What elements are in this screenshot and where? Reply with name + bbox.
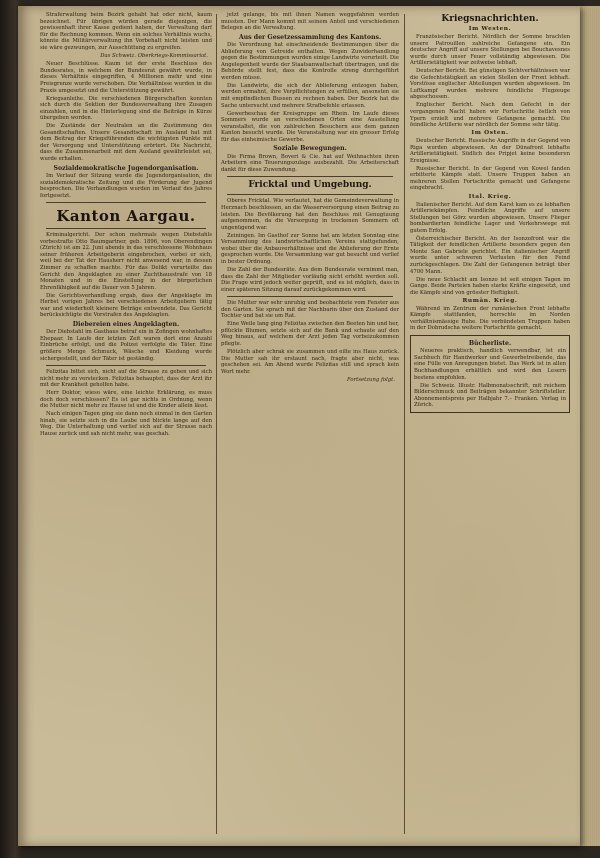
article-paragraph: Die Zahl der Bundesräte. Aus dem Bundesrate vernimmt man, dass die Zahl der Mitglieder vorläufig nicht erhöht werden soll. Die Frage wird jedoch weiter geprüft, und es ist möglich, dass in einer späteren Sitzung darauf zurückgekommen wird.	[221, 266, 399, 293]
article-paragraph: Felizitas bittet sich, nicht auf die Strasse zu geben und sich nicht mehr zu verstecken. Felizitas behauptet, dass der Arzt ihr mit der Krankheit geholfen habe.	[40, 369, 212, 389]
article-paragraph: Die neue Schlacht am Isonzo ist seit einigen Tagen im Gange. Beide Parteien haben starke Kräfte eingesetzt, und die Kämpfe sind von grösster Heftigkeit.	[410, 276, 570, 296]
subsection-heading: Im Westen.	[468, 26, 512, 32]
article-paragraph: Deutscher Bericht. Bei günstigen Sichtverhältnissen war die Gefechtstätigkeit an vielen Stellen der Front lebhaft. Vorstösse englischer Abteilungen wurden abgewiesen. Im Luftkampf wurden mehrere feindliche Flugzeuge abgeschossen.	[410, 68, 570, 101]
article-paragraph: Plötzlich aber schrak sie zusammen und eilte ins Haus zurück. Die Mutter sah ihr erstaunt nach, fragte aber nicht, was geschehen sei. Am Abend wurde Felizitas still und sprach kein Wort mehr.	[221, 348, 399, 375]
subsection-heading: Im Osten.	[471, 130, 509, 137]
divider	[46, 202, 206, 203]
column-rule	[216, 14, 217, 834]
article-paragraph: Straferwaltung beim Bezirk gehabt hat oder nicht, kaum bezeichnet. Für übrigen würden gerade diejenigen, die gewissenhaft ihrer Kasse gedient haben, der Verwaltung darf für die Rechnung kommen. Wenn ein solches Verhältnis wuchs, könnte die Militärverwaltung ihn Vorbehalt nicht leisten und sie wäre gezwungen, zur Ausschüttung zu ergreifen.	[40, 12, 212, 51]
divider	[227, 194, 393, 195]
article-paragraph: Die Zustände der Neutralen an die Zustimmung des Gesandtschaften. Unsere Gesandtschaft im Ausland hat mit dem Beitrag der Kriegsführenden die wichtigsten Punkte mit der Versorgung und Unterstützung erörtert. Die Nachricht, dass die Zusammenarbeit mit dem Ausland gewährleistet sei, wurde erhalten.	[40, 123, 212, 162]
section-heading: Sozialdemokratische Jugendorganisation.	[53, 164, 199, 172]
box-heading: Bücherliste.	[468, 339, 512, 347]
subsection-heading: Rumän. Krieg.	[462, 297, 518, 304]
divider	[227, 296, 393, 297]
column-middle	[221, 12, 399, 838]
article-paragraph: Die Firma Brown, Boveri & Cie. hat auf Weihnachten ihren Arbeitern eine Teuerungszulage ausbezahlt. Die Arbeiterschaft dankt für diese Zuwendung.	[221, 153, 399, 173]
newspaper-page	[18, 6, 580, 846]
article-paragraph: Englischer Bericht. Nach dem Gefecht in der vergangenen Nacht haben wir Fortschritte östlich von Ypern erzielt und mehrere Gefangene gemacht. Die feindliche Artillerie war nördlich der Somme sehr tätig.	[410, 102, 570, 129]
article-paragraph: Im Verlauf der Sitzung wurde die Jugendorganisation, die sozialdemokratische Zeitung und die Förderung der Jugend besprochen. Die Verhandlungen wurden im Verlauf des Jahres fortgesetzt.	[40, 173, 212, 199]
section-heading: Aus der Gesetzessammlung des Kantons.	[238, 33, 382, 41]
book-list-box	[410, 335, 570, 413]
article-paragraph: Die Landwirte, die sich der Ablieferung entzogen haben, werden ermahnt, ihre Verpflichtungen zu erfüllen, ansonsten sie mit empfindlichen Bussen zu rechnen haben. Der Bezirk hat die Sache untersucht und mehrere Strafbefehle erlassen.	[221, 82, 399, 109]
article-paragraph: Eine Weile lang ging Felizitas zwischen den Beeten hin und her, pflückte Blumen, setzte sich auf die Bank und schaute auf den Weg hinaus, auf welchem der Arzt jeden Tag vorbeizukommen pflegte.	[221, 321, 399, 347]
signature: Das Schweiz. Oberkriegs-Kommissariat.	[100, 52, 208, 59]
section-heading: Soziale Bewegungen.	[273, 145, 347, 153]
article-paragraph: Die Verordnung hat einschneidende Bestimmungen über die Ablieferung von Getreide enthalten. Wegen Zuwiderhandlung gegen die Bestimmungen wurden einige Landwirte verurteilt. Die Angelegenheit wurde der Staatsanwaltschaft übertragen, und die Behörde stellt fest, dass die Kontrolle streng durchgeführt werden müsse.	[221, 42, 399, 81]
divider	[46, 365, 206, 366]
article-paragraph: jetzt gelange, bis mit ihnen Namen weggefahren werden mussten. Der Mann kommt mit seinem Anteil und verschiedenen Belegen an die Verwaltung.	[221, 12, 399, 32]
column-rule	[404, 14, 405, 834]
article-paragraph: Während im Zentrum der rumänischen Front lebhafte Kämpfe stattfanden, herrschte im Norden verhältnismässige Ruhe. Die verbündeten Truppen haben in der Dobrudscha weitere Fortschritte gemacht.	[410, 305, 570, 332]
article-paragraph: Gewerbeschau der Kreisgruppe am Rhein. Im Laufe dieses Sommers wurde an verschiedenen Orten eine Ausstellung veranstaltet, die von zahlreichen Besuchern aus dem ganzen Kanton besucht wurde. Die Veranstaltung war ein grosser Erfolg für das einheimische Gewerbe.	[221, 110, 399, 143]
article-paragraph: Die Mutter war sehr unruhig und beobachtete vom Fenster aus den Garten. Sie sprach mit der Nachbarin über den Zustand der Tochter und bat sie um Rat.	[221, 300, 399, 320]
article-paragraph: Die Schweiz. Illustr. Halbmonatsschrift, mit reichem Bilderschmuck und Beiträgen bekannter Schriftsteller. Abonnementspreis per Halbjahr 7.– Franken. Verlag in Zürich.	[414, 382, 566, 409]
divider	[46, 228, 206, 229]
article-paragraph: Neueres praktisch, handlich verwendbar, ist ein Sachbuch für Handwerker und Gewerbetreibende, das eine Fülle von Anregungen bietet. Das Werk ist in allen Buchhandlungen erhältlich und wird den Lesern bestens empfohlen.	[414, 348, 566, 381]
article-paragraph: Österreichischer Bericht. An der Isonzofront war die Tätigkeit der feindlichen Artillerie besonders gegen den Monte San Gabriele gerichtet. Ein italienischer Angriff wurde unter schweren Verlusten für den Feind zurückgeschlagen. Die Zahl der Gefangenen beträgt über 4700 Mann.	[410, 235, 570, 275]
column-right	[410, 12, 570, 838]
divider	[227, 176, 393, 177]
article-paragraph: Deutscher Bericht. Russische Angriffe in der Gegend von Riga wurden abgewiesen. An der Dünafront lebhafte Artillerietätigkeit. Südlich des Pripjet keine besonderen Ereignisse.	[410, 138, 570, 164]
article-paragraph: Oberes Fricktal. Wie verlautet, hat die Gemeindeverwaltung in Herznach beschlossen, an die Wasserversorgung einen Beitrag zu leisten. Die Bevölkerung hat den Beschluss mit Genugtuung aufgenommen, da die Versorgung in trockenen Sommern oft ungenügend war.	[221, 198, 399, 231]
article-paragraph: Italienischer Bericht. Auf dem Karst kam es zu lebhaften Artilleriekämpfen. Feindliche Angriffe auf unsere Stellungen bei Görz wurden abgewiesen. Unsere Flieger bombardierten feindliche Lager und Verkehrswege mit gutem Erfolg.	[410, 201, 570, 234]
article-paragraph: Herr Doktor, wieso wäre, eine leichte Erklärung, es muss doch doch verschlossen? Es ist gar nichts in Ordnung, wenn die Mutter nicht mehr zu Hause ist und die Kinder allein lässt.	[40, 390, 212, 410]
article-paragraph: Russischer Bericht. In der Gegend von Kowel fanden erbitterte Kämpfe statt. Unsere Truppen haben an mehreren Stellen Fortschritte gemacht und Gefangene eingebracht.	[410, 165, 570, 192]
column-left	[40, 12, 212, 838]
article-paragraph: Kriminalgericht. Der schon mehrmals wegen Diebstahls vorbestrafte Otto Baumgartner, geb. 1896, von Oberendingen (Zürich) ist am 22. Juni abends in das verschlossene Wohnhaus seiner früheren Arbeitgeberin eingebrochen, vorbei er sich, weil bei der Tat der Hausherr nicht anwesend war, in dessen Zimmer zu schaffen machte. Für das Delikt verurteilte das Gericht den Angeklagten zu einer Zuchthausstrafe von 18 Monaten und in die Einstellung in der bürgerlichen Ehrenfähigkeit auf die Dauer von 5 Jahren.	[40, 232, 212, 291]
section-title-aargau: Kanton Aargau.	[56, 207, 196, 226]
section-title-kriegsnachrichten: Kriegsnachrichten.	[441, 14, 539, 24]
article-paragraph: Die Gerichtsverhandlung ergab, dass der Angeklagte im Herbst vorigen Jahres bei verschiedenen Arbeitgebern tätig war und wiederholt kleinere Beträge entwendete. Das Gericht berücksichtigte die Vorstrafen des Angeklagten.	[40, 292, 212, 319]
article-paragraph: Nach einigen Tagen ging sie dann noch einmal in den Garten hinab, sie setzte sich in die Laube und blickte lange auf den Weg. Die Unterhaltung und verlief sich auf der Strasse nach Hause zurück und sah nicht mehr, was geschah.	[40, 411, 212, 437]
subsection-heading: Ital. Krieg.	[468, 193, 512, 200]
article-paragraph: Der Diebstahl im Gasthaus betraf ein in Zofingen wohnhaftes Ehepaar. In Laufe der letzten Zeit waren dort eine Anzahl Einbrüche erfolgt, und die Polizei verfolgte die Täter. Eine größere Menge Schmuck, Wäsche und Kleidung wurde sichergestellt, und der Täter ist geständig.	[40, 329, 212, 362]
article-paragraph: Kriegsanleihe. Die verschiedenen Bürgerschaften konnten sich durch die Sektion der Bundesverwaltung ihre Zusagen einzahlen, und in die Hinterlegung sind die Beiträge in Kürze übergeben worden.	[40, 95, 212, 122]
section-title-fricktal: Fricktal und Umgebung.	[248, 180, 372, 191]
article-paragraph: Neuer Beschlüsse. Kaum ist der erste Beschluss des Bundesrates, in welchem der Bundesrat gewährt wurde, in dieses Verhältnis eingegriffen, 4 Millionen mehr und eine Preisgrenze wurde verschoben. Die Verhältnisse wurden in die Praxis umgesetzt und die Unterstützung gewährt.	[40, 61, 212, 94]
page-edge	[580, 6, 600, 846]
article-paragraph: Zeiningen. Im Gasthof zur Sonne hat am letzten Sonntag eine Versammlung des landwirtschaftlichen Vereins stattgefunden, wobei über die Anbauverhältnisse und die Ablieferung der Ernte gesprochen wurde. Die Versammlung war gut besucht und verlief in bester Ordnung.	[221, 232, 399, 265]
continuation-note: Fortsetzung folgt.	[347, 376, 395, 383]
article-paragraph: Französischer Bericht. Nördlich der Somme brachten unsere Patrouillen zahlreiche Gefangene ein. Ein deutscher Angriff auf unsere Stellungen bei Bouchavesnes wurde durch unser Feuer vollständig abgewiesen. Die Artillerietätigkeit war zeitweise lebhaft.	[410, 34, 570, 67]
section-heading: Diebereien eines Angeklagten.	[72, 320, 180, 328]
